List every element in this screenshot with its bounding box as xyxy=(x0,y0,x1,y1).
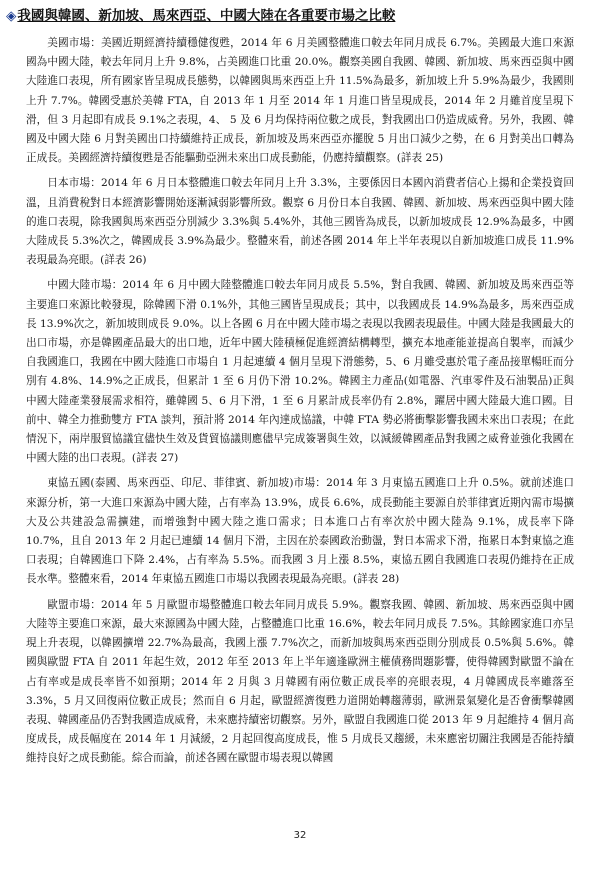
paragraph-japan-market: 日本市場：2014 年 6 月日本整體進口較去年同月上升 3.3%，主要係因日本國內消費者信心上揚和企業投資回溫，且消費稅對日本經濟影響開始逐漸減弱影響所致。觀察 6 月份日本自我國、韓國、新加坡、馬來西亞與中國大陸的進口表現，除我國與馬來西亞分別減少 3.3%與 5.4%外，其他三國皆為成長，以新加坡成長 12.9%為最多，中國大陸成長 5.3%次之，韓國成長 3.9%為最少。整體來看，前述各國 2014 年上半年表現以自新加坡進口成長 11.9%表現最為亮眼。(詳表 26) xyxy=(26,177,574,267)
paragraph-eu-market: 歐盟市場：2014 年 5 月歐盟市場整體進口較去年同月成長 5.9%。觀察我國、韓國、新加坡、馬來西亞與中國大陸等主要進口來源，最大來源國為中國大陸，占整體進口比重 16.6%，較去年同月成長 7.5%。其餘國家進口亦呈現上升表現，以韓國擴增 22.7%為最高，我國上漲 7.7%次之，而新加坡與馬來西亞則分別成長 0.5%與 5.6%。韓國與歐盟 FTA 自 2011 年起生效，2012 年至 2013 年上半年適逢歐洲主權債務問題影響，使得韓國對歐盟不論在占有率或是成長率皆不如預期；2014 年 2 月與 3 月韓國有兩位數正成長率的亮眼表現，4 月韓國成長率雖落至 3.3%，5 月又回復兩位數正成長；然而自 6 月起，歐盟經濟復甦力道開始轉趨薄弱，歐洲景氣變化是否會衝擊韓國表現、韓國產品仍否對我國造成威脅，未來應持續密切觀察。另外，歐盟自我國進口從 2013 年 9 月起維持 4 個月高度成長，成長幅度在 2014 年 1 月減緩，2 月起回復高度成長，惟 5 月成長又趨緩，未來應密切關注我國是否能持續維持良好之成長動能。綜合而論，前述各國在歐盟市場表現以韓國 xyxy=(26,598,574,765)
document-body xyxy=(26,34,574,775)
page-number: 32 xyxy=(293,830,307,841)
paragraph-us-market: 美國市場：美國近期經濟持續穩健復甦，2014 年 6 月美國整體進口較去年同月成長 6.7%。美國最大進口來源國為中國大陸，較去年同月上升 9.8%，占美國進口比重 20.0%。觀察美國自我國、韓國、新加坡、馬來西亞與中國大陸進口表現，所有國家皆呈現成長態勢，以韓國與馬來西亞上升 11.5%為最多，新加坡上升 5.9%為最少，我國則上升 7.7%。韓國受惠於美韓 FTA，自 2013 年 1 月至 2014 年 1 月進口皆呈現成長，2014 年 2 月雖首度呈現下滑，但 3 月起即有成長 9.1%之表現，4、 5 及 6 月均保持兩位數之成長，對我國出口仍造成威脅。另外，我國、韓國及中國大陸 6 月對美國出口持續維持正成長，新加坡及馬來西亞亦擺脫 5 月出口減少之勢，在 6 月對美出口轉為正成長。美國經濟持續復甦是否能驅動亞洲未來出口成長動能，仍應持續觀察。(詳表 25) xyxy=(26,37,574,165)
diamond-bullet-icon: ◈ xyxy=(6,8,17,24)
heading-text: 我國與韓國、新加坡、馬來西亞、中國大陸在各重要市場之比較 xyxy=(17,8,396,24)
section-heading xyxy=(6,7,594,25)
paragraph-asean-market: 東協五國(泰國、馬來西亞、印尼、菲律賓、新加坡)市場：2014 年 3 月東協五國進口上升 0.5%。就前述進口來源分析，第一大進口來源為中國大陸，占有率為 13.9%，成長 6.6%，成長動能主要源自於菲律賓近期內需市場擴大及公共建設急需擴建，而增強對中國大陸之進口需求；日本進口占有率次於中國大陸為 9.1%，成長率下降 10.7%，且自 2013 年 2 月起已連續 14 個月下滑，主因在於泰國政治動盪，對日本需求下滑，拖累日本對東協之進口表現；自韓國進口下降 2.4%，占有率為 5.5%。而我國 3 月上漲 8.5%，東協五國自我國進口表現仍維持在正成長水準。整體來看，2014 年東協五國進口市場以我國表現最為亮眼。(詳表 28) xyxy=(26,477,574,586)
paragraph-china-market: 中國大陸市場：2014 年 6 月中國大陸整體進口較去年同月成長 5.5%，對自我國、韓國、新加坡及馬來西亞等主要進口來源比較發現，除韓國下滑 0.1%外，其他三國皆呈現成長；其中，以我國成長 14.9%為最多，馬來西亞成長 13.9%次之，新加坡則成長 9.0%。以上各國 6 月在中國大陸市場之表現以我國表現最佳。中國大陸是我國最大的出口市場，亦是韓國產品最大的出口地，近年中國大陸積極促進經濟結構轉型，擴充本地產能並提高自製率，而減少自我國進口，我國在中國大陸進口市場自 1 月起連續 4 個月呈現下滑態勢，5、6 月雖受惠於電子產品接單暢旺而分別有 4.8%、14.9%之正成長，但累計 1 至 6 月仍下滑 10.2%。韓國主力產品(如電器、汽車零件及石油製品)正與中國大陸產業發展需求相符，雖韓國 5、6 月下滑，1 至 6 月累計成長率仍有 2.8%，躍居中國大陸最大進口國。目前中、韓全力推動雙方 FTA 談判，預計將 2014 年內達成協議，中韓 FTA 勢必將衝擊影響我國未來出口表現；在此情況下，兩岸服貿協議宜儘快生效及貨貿協議則應儘早完成簽署與生效，以減緩韓國產品對我國之威脅並強化我國在中國大陸的出口表現。(詳表 27) xyxy=(26,279,574,465)
